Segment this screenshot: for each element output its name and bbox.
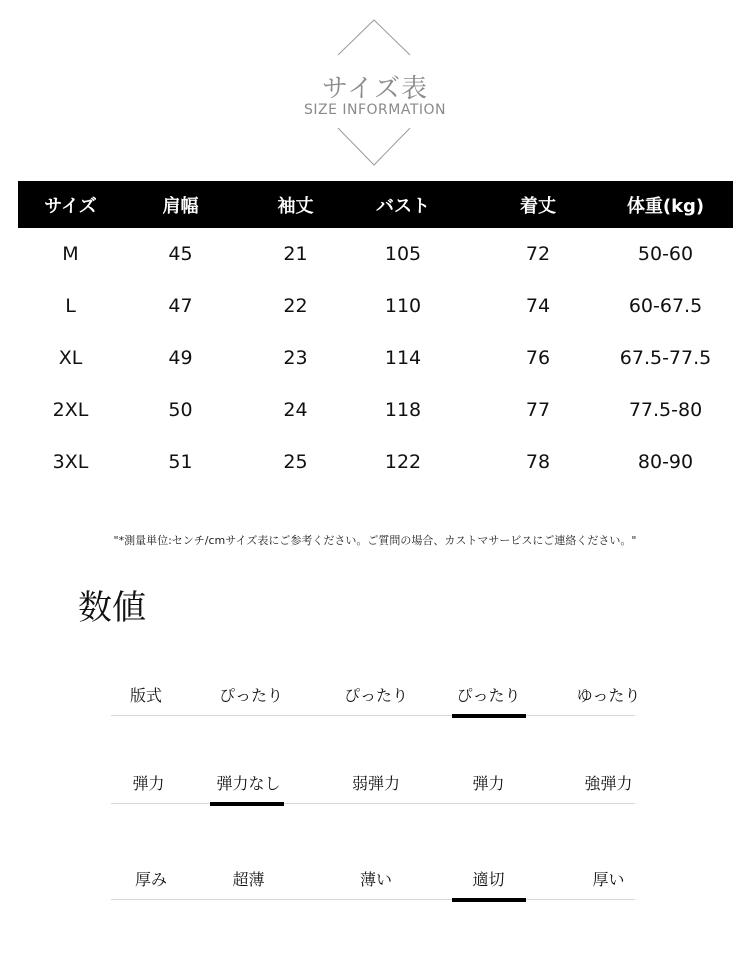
cell-weight: 60-67.5: [628, 295, 703, 317]
size-table: [18, 181, 733, 488]
values-title: 数値: [78, 588, 146, 628]
cell-size: XL: [58, 347, 83, 369]
selected-indicator: [452, 898, 526, 902]
cell-length: 76: [525, 347, 551, 369]
cell-bust: 105: [384, 243, 422, 265]
header-cell-shoulder: 肩幅: [162, 195, 199, 217]
value-option-selected: 弾力なし: [216, 773, 281, 793]
cell-bust: 114: [384, 347, 422, 369]
cell-size: L: [65, 295, 76, 317]
header-cell-weight: 体重(kg): [626, 195, 705, 217]
table-row: [18, 280, 733, 332]
header-cell-length: 着丈: [520, 195, 556, 217]
cell-length: 72: [525, 243, 551, 265]
header-title: サイズ表: [322, 74, 428, 104]
row-divider: [111, 899, 635, 900]
value-option: 超薄: [232, 869, 265, 889]
cell-shoulder: 50: [168, 399, 193, 421]
cell-sleeve: 23: [283, 347, 308, 369]
cell-bust: 110: [384, 295, 422, 317]
cell-shoulder: 47: [168, 295, 193, 317]
size-table-header: [18, 181, 733, 228]
value-row-label: 弾力: [132, 773, 165, 793]
cell-sleeve: 22: [283, 295, 308, 317]
row-divider: [111, 715, 635, 716]
value-option: 弾力: [472, 773, 505, 793]
value-option: ぴったり: [218, 685, 283, 705]
table-row: [18, 332, 733, 384]
value-option-selected: 適切: [472, 869, 505, 889]
header-subtitle: SIZE INFORMATION: [303, 102, 447, 118]
value-option: ゆったり: [576, 685, 641, 705]
header-cell-sleeve: 袖丈: [277, 195, 314, 217]
value-row-thickness: [111, 860, 635, 900]
value-option: 薄い: [359, 869, 392, 889]
measurement-note: "*測量単位:センチ/cmサイズ表にご参考ください。ご質問の場合、カストマサービスにご連絡ください。": [113, 534, 637, 547]
value-option-selected: ぴったり: [456, 685, 521, 705]
selected-indicator: [210, 802, 284, 806]
cell-size: 2XL: [52, 399, 89, 421]
cell-size: M: [62, 243, 79, 265]
cell-shoulder: 45: [168, 243, 193, 265]
cell-weight: 80-90: [637, 451, 694, 473]
cell-size: 3XL: [52, 451, 89, 473]
table-row: [18, 228, 733, 280]
value-row-fit: [111, 676, 641, 716]
value-option: 弱弾力: [351, 773, 400, 793]
cell-shoulder: 51: [168, 451, 193, 473]
cell-shoulder: 49: [168, 347, 193, 369]
selected-indicator: [452, 714, 526, 718]
table-row: [18, 436, 733, 488]
cell-weight: 67.5-77.5: [619, 347, 712, 369]
value-option: 強弾力: [584, 773, 633, 793]
cell-length: 77: [525, 399, 551, 421]
value-row-label: 厚み: [134, 869, 167, 889]
cell-bust: 122: [384, 451, 422, 473]
header-cell-bust: バスト: [376, 195, 430, 217]
header: [0, 0, 750, 175]
value-option: 厚い: [592, 869, 625, 889]
cell-bust: 118: [384, 399, 422, 421]
header-cell-size: サイズ: [44, 195, 97, 217]
cell-weight: 50-60: [637, 243, 694, 265]
cell-sleeve: 24: [283, 399, 308, 421]
table-row: [18, 384, 733, 436]
cell-length: 74: [525, 295, 551, 317]
cell-sleeve: 21: [283, 243, 308, 265]
cell-weight: 77.5-80: [628, 399, 703, 421]
cell-sleeve: 25: [283, 451, 308, 473]
value-option: ぴったり: [343, 685, 408, 705]
row-divider: [111, 803, 635, 804]
cell-length: 78: [525, 451, 551, 473]
value-row-elasticity: [111, 764, 635, 804]
value-row-label: 版式: [129, 685, 162, 705]
